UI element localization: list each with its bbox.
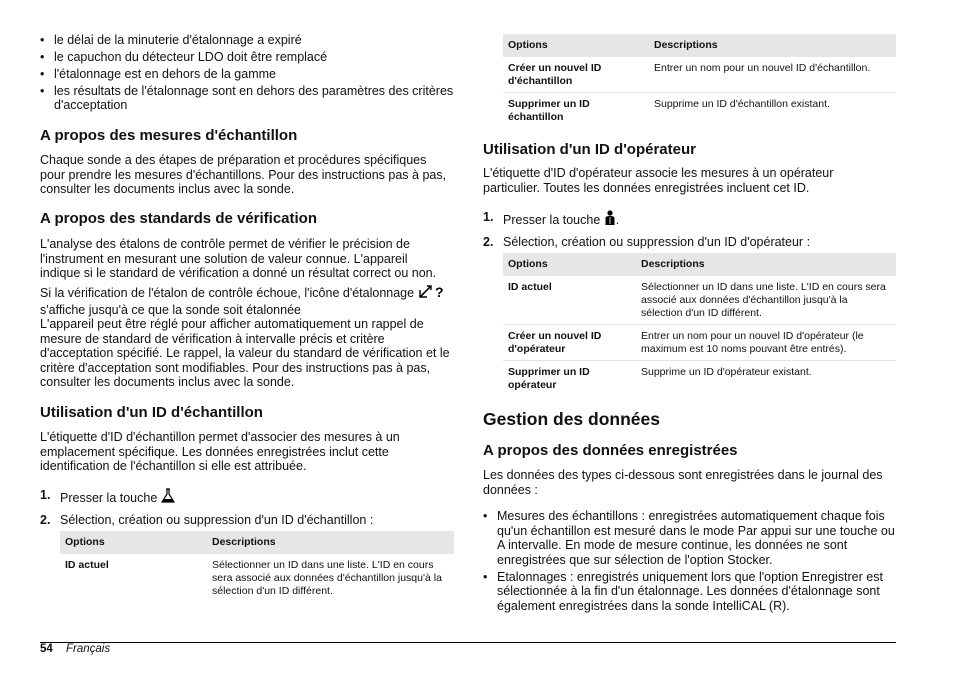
sample-id-text: L'étiquette d'ID d'échantillon permet d'associer des mesures à un emplacement spécifique. Les données enregistrées inclut cette identification de l'échantillon si elle est attribuée. xyxy=(40,430,400,474)
table-header-descriptions: Descriptions xyxy=(207,531,454,554)
sample-measurements-text: Chaque sonde a des étapes de préparation et procédures spécifiques pour prendre les mesures d'échantillons. Pour des instructions pas à pas, consulter les documents inclus avec la sonde. xyxy=(40,153,447,197)
list-item: • le capuchon du détecteur LDO doit être remplacé xyxy=(40,50,454,65)
table-header-options: Options xyxy=(503,253,636,276)
stored-data-text: Les données des types ci-dessous sont enregistrées dans le journal des données : xyxy=(483,468,883,497)
section-heading-stored-data: A propos des données enregistrées xyxy=(483,442,738,459)
table-header-options: Options xyxy=(503,34,649,57)
sample-id-options-table xyxy=(60,531,454,602)
step-item: 2. Sélection, création ou suppression d'un ID d'échantillon : xyxy=(40,512,374,527)
sample-id-steps xyxy=(40,488,454,532)
footer-divider xyxy=(40,642,896,643)
calibration-check-icon xyxy=(418,284,446,303)
verification-paragraph-3: L'appareil peut être réglé pour afficher automatiquement un rappel de mesure de standard de vérification à intervalle précis et critère d'acceptation spécifié. Le rappel, la valeur du standard de vérification et le critère d'acceptation sont modifiables. Pour des instructions pas à pas, consulter les documents inclus avec la sonde. xyxy=(40,317,450,390)
page-footer xyxy=(40,643,110,655)
step-item: 1. Presser la touche . xyxy=(483,210,896,230)
verification-p2-end: s'affiche jusqu'à ce que la sonde soit étalonnée xyxy=(40,302,301,317)
section-heading-sample-measurements: A propos des mesures d'échantillon xyxy=(40,127,298,144)
footer-language: Français xyxy=(66,643,111,655)
page-number: 54 xyxy=(40,643,53,655)
table-row: Créer un nouvel ID d'échantillon Entrer un nom pour un nouvel ID d'échantillon. xyxy=(503,57,896,93)
list-item: • Mesures des échantillons : enregistrées automatiquement chaque fois qu'un échantillon est mesuré dans le mode Par appui sur une touche ou A intervalle. En mode de mesure continue, les données ne sont enregistrées que sur sélection de l'option Stocker. xyxy=(483,509,896,567)
step-item: 1. Presser la touche xyxy=(40,488,454,508)
step-item: 2. Sélection, création ou suppression d'un ID d'opérateur : xyxy=(483,234,811,249)
operator-id-text: L'étiquette d'ID d'opérateur associe les mesures à un opérateur particulier. Toutes les données enregistrées incluent cet ID. xyxy=(483,166,834,195)
table-header-descriptions: Descriptions xyxy=(636,253,896,276)
table-row: Supprimer un ID échantillon Supprime un ID d'échantillon existant. xyxy=(508,98,830,123)
intro-bullet-list xyxy=(40,33,454,115)
list-item: • les résultats de l'étalonnage sont en dehors des paramètres des critères d'acceptation xyxy=(40,84,454,113)
operator-id-options-table xyxy=(503,253,896,396)
table-row: ID actuel Sélectionner un ID dans une liste. L'ID en cours sera associé aux données d'échantillon jusqu'à la sélection d'un ID différent. xyxy=(65,559,442,597)
verification-paragraph-1: L'analyse des étalons de contrôle permet de vérifier le précision de l'instrument en mesurant une solution de valeur connue. L'appareil indique si le standard de vérification a donné un résultat correct ou non. xyxy=(40,237,437,281)
section-heading-operator-id: Utilisation d'un ID d'opérateur xyxy=(483,141,696,158)
section-heading-sample-id: Utilisation d'un ID d'échantillon xyxy=(40,404,263,421)
stored-data-bullet-list xyxy=(483,509,896,616)
table-row: ID actuel Sélectionner un ID dans une liste. L'ID en cours sera associé aux données d'échantillon jusqu'à la sélection d'un ID différent. xyxy=(503,276,896,325)
svg-text:?: ? xyxy=(434,284,444,299)
section-heading-verification: A propos des standards de vérification xyxy=(40,210,318,227)
table-header-descriptions: Descriptions xyxy=(649,34,896,57)
verification-paragraph-2 xyxy=(40,284,454,317)
table-row: Supprimer un ID opérateur Supprime un ID d'opérateur existant. xyxy=(508,366,812,391)
table-header-options: Options xyxy=(60,531,207,554)
list-item: • Etalonnages : enregistrés uniquement lors que l'option Enregistrer est sélectionnée à la fin d'un étalonnage. Les données d'étalonnage sont également enregistrées dans la sonde IntelliCAL (R). xyxy=(483,570,896,614)
section-heading-data-management: Gestion des données xyxy=(483,409,660,429)
sample-id-options-table-continued xyxy=(503,34,896,128)
operator-person-icon[interactable] xyxy=(604,210,616,230)
sample-flask-icon[interactable] xyxy=(161,488,175,508)
verification-p2-start: Si la vérification de l'étalon de contrôle échoue, l'icône d'étalonnage xyxy=(40,286,415,300)
list-item: • le délai de la minuterie d'étalonnage a expiré xyxy=(40,33,454,48)
table-row: Créer un nouvel ID d'opérateur Entrer un nom pour un nouvel ID d'opérateur (le maximum est 10 noms pouvant être entrés). xyxy=(503,325,896,361)
list-item: • l'étalonnage est en dehors de la gamme xyxy=(40,67,454,82)
operator-id-steps xyxy=(483,210,896,254)
